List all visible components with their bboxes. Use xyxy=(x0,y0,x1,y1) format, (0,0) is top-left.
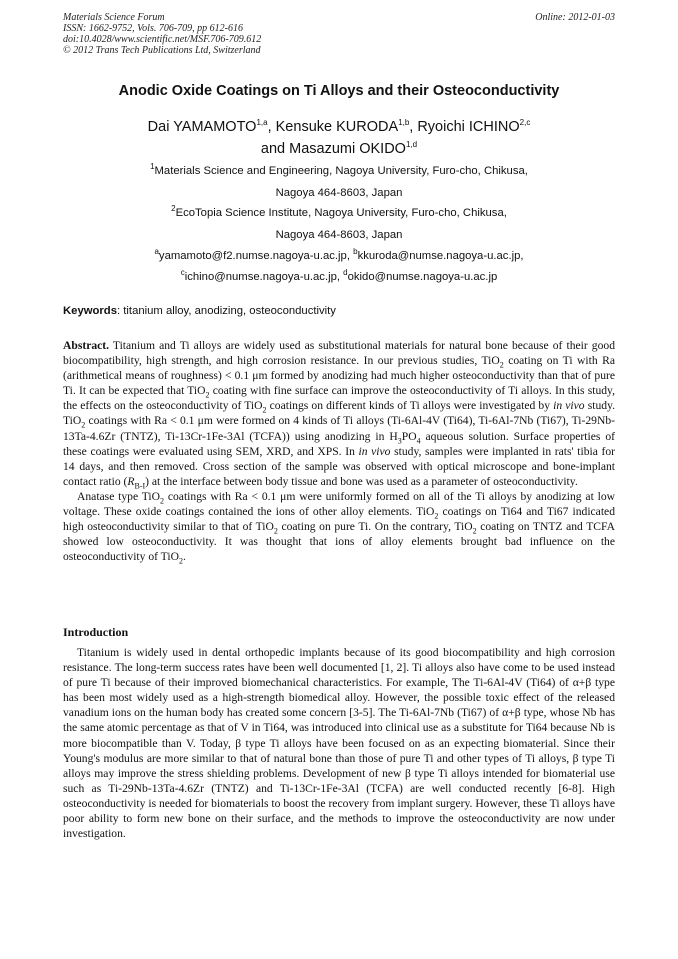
author-name: Ryoichi ICHINO xyxy=(417,119,520,135)
email-sup: b xyxy=(353,247,358,257)
abstract xyxy=(63,338,615,564)
email-link[interactable]: kkuroda@numse.nagoya-u.ac.jp, xyxy=(357,250,524,262)
doi-line: doi:10.4028/www.scientific.net/MSF.706-709.612 xyxy=(63,34,262,45)
author-sup: 1,b xyxy=(398,118,410,128)
author-line-2 xyxy=(40,138,638,160)
email-sup: a xyxy=(154,247,159,257)
author-sup: 2,c xyxy=(519,118,531,128)
journal-name: Materials Science Forum xyxy=(63,12,165,23)
author-name: Dai YAMAMOTO xyxy=(147,119,257,135)
introduction-heading: Introduction xyxy=(63,625,129,639)
abstract-paragraph-2: Anatase type TiO$_2$ coatings with Ra < 0.1 μm were uniformly formed on all of the Ti alloys by anodizing at low voltage. These oxide coatings contained the ions of other alloy elements. TiO$_2$ coatings on Ti64 and Ti67 indicated high osteoconductivity similar to that of TiO$_2$ coating on pure Ti. On the contrary, TiO$_2$ coating on TNTZ and TCFA showed low osteoconductivity. It was thought that ions of alloy elements brought bad influence on the osteoconductivity of TiO$_2$. xyxy=(63,489,616,566)
author-sup: 1,d xyxy=(405,140,418,150)
author-and: and xyxy=(260,141,286,157)
author-line-1: Dai YAMAMOTO$^{1,a}$, Kensuke KURODA$^{1,b}$, Ryoichi ICHINO$^{2,c}$ xyxy=(147,118,531,135)
copyright-line: © 2012 Trans Tech Publications Ltd, Switzerland xyxy=(63,45,261,56)
affiliation-sup: 2 xyxy=(171,204,176,214)
keywords xyxy=(63,303,615,319)
email-list xyxy=(40,246,638,288)
issn-line: ISSN: 1662-9752, Vols. 706-709, pp 612-616 xyxy=(63,23,243,34)
introduction-body xyxy=(63,645,615,841)
affiliation-text: Nagoya 464-8603, Japan xyxy=(275,187,403,199)
affiliation-text: Materials Science and Engineering, Nagoya University, Furo-cho, Chikusa, xyxy=(154,165,528,177)
author-sup: 1,a xyxy=(256,118,268,128)
affiliation-1 xyxy=(40,160,638,204)
affiliation-2 xyxy=(40,202,638,246)
author-list xyxy=(40,116,638,160)
affiliation-sup: 1 xyxy=(150,162,155,172)
email-link[interactable]: okido@numse.nagoya-u.ac.jp xyxy=(347,271,498,283)
affiliation-text: EcoTopia Science Institute, Nagoya University, Furo-cho, Chikusa, xyxy=(175,207,507,219)
email-sup: c xyxy=(180,268,185,278)
paper-title: Anodic Oxide Coatings on Ti Alloys and their Osteoconductivity xyxy=(118,83,560,99)
journal-header xyxy=(63,12,483,56)
abstract-label: Abstract. xyxy=(63,339,110,352)
introduction-paragraph: Titanium is widely used in dental orthopedic implants because of its good biocompatibility and high corrosion resistance. The long-term success rates have been well documented [1, 2]. Ti alloys also have come to be used instead of pure Ti because of their improved biomechanical characteristics. For example, The Ti-6Al-4V (Ti64) of α+β type has been most widely used as a high-strength biomedical alloy. However, the possible toxic effect of the released vanadium ions on the human body has created some concern [3-5]. The Ti-6Al-7Nb (Ti67) of α+β type, whose Nb has the same atomic percentage as that of V in Ti64, was introduced into clinical use as a substitute for Ti64 because Nb is more biocompatible than V. Today, β type Ti alloys have been focused on as an expecting biomaterial. Since their Young's modulus are more similar to that of natural bone than those of pure Ti and other types of Ti alloys, β type Ti alloys may improve the stress shielding problems. Development of new β type Ti alloys intended for biomaterial use such as Ti-29Nb-13Ta-4.6Zr (TNTZ) and Ti-13Cr-1Fe-3Al (TCFA) are well conducted recently [6-8]. High osteoconductivity is needed for biomaterials to boost the recovery from implant surgery. However, these Ti alloys have poor ability to form new bone on their surface, and the methods to improve the osteoconductivity are now under investigation. xyxy=(63,646,615,841)
email-link[interactable]: ichino@numse.nagoya-u.ac.jp, xyxy=(184,271,341,283)
author-name: Masazumi OKIDO xyxy=(289,141,406,157)
keywords-label: Keywords xyxy=(63,305,117,317)
email-link[interactable]: yamamoto@f2.numse.nagoya-u.ac.jp, xyxy=(158,250,350,262)
affiliation-text: Nagoya 464-8603, Japan xyxy=(275,229,403,241)
online-date: Online: 2012-01-03 xyxy=(535,12,615,23)
email-sup: d xyxy=(343,268,348,278)
abstract-paragraph-1: Abstract. Titanium and Ti alloys are widely used as substitutional materials for natural bone because of their good biocompatibility, high strength, and high corrosion resistance. In our previous studies, TiO$_2$ coating on Ti with Ra (arithmetical means of roughness) < 0.1 μm formed by anodizing had much higher osteoconductivity than that of pure Ti. It can be expected that TiO$_2$ coating with fine surface can improve the osteoconductivity of Ti alloys. In this study, the effects on the osteoconductivity of TiO$_2$ coatings on different kinds of Ti alloys were investigated by in vivo study. TiO$_2$ coatings with Ra < 0.1 μm were formed on 4 kinds of Ti alloys (Ti-6Al-4V (Ti64), Ti-6Al-7Nb (Ti67), Ti-29Nb-13Ta-4.6Zr (TNTZ), Ti-13Cr-1Fe-3Al (TCFA)) using anodizing in $H_3PO_4$ aqueous solution. Surface properties of these coatings were evaluated using SEM, XRD, and XPS. In in vivo study, samples were implanted in rats' tibia for 14 days, and then removed. Cross section of the sample was observed with optical microscope and bone-implant contact ratio $(R_{B-I})$ at the interface between body tissue and bone was used as a parameter of osteoconductivity. xyxy=(63,339,616,491)
keywords-text: : titanium alloy, anodizing, osteoconductivity xyxy=(117,305,336,317)
author-name: Kensuke KURODA xyxy=(275,119,399,135)
